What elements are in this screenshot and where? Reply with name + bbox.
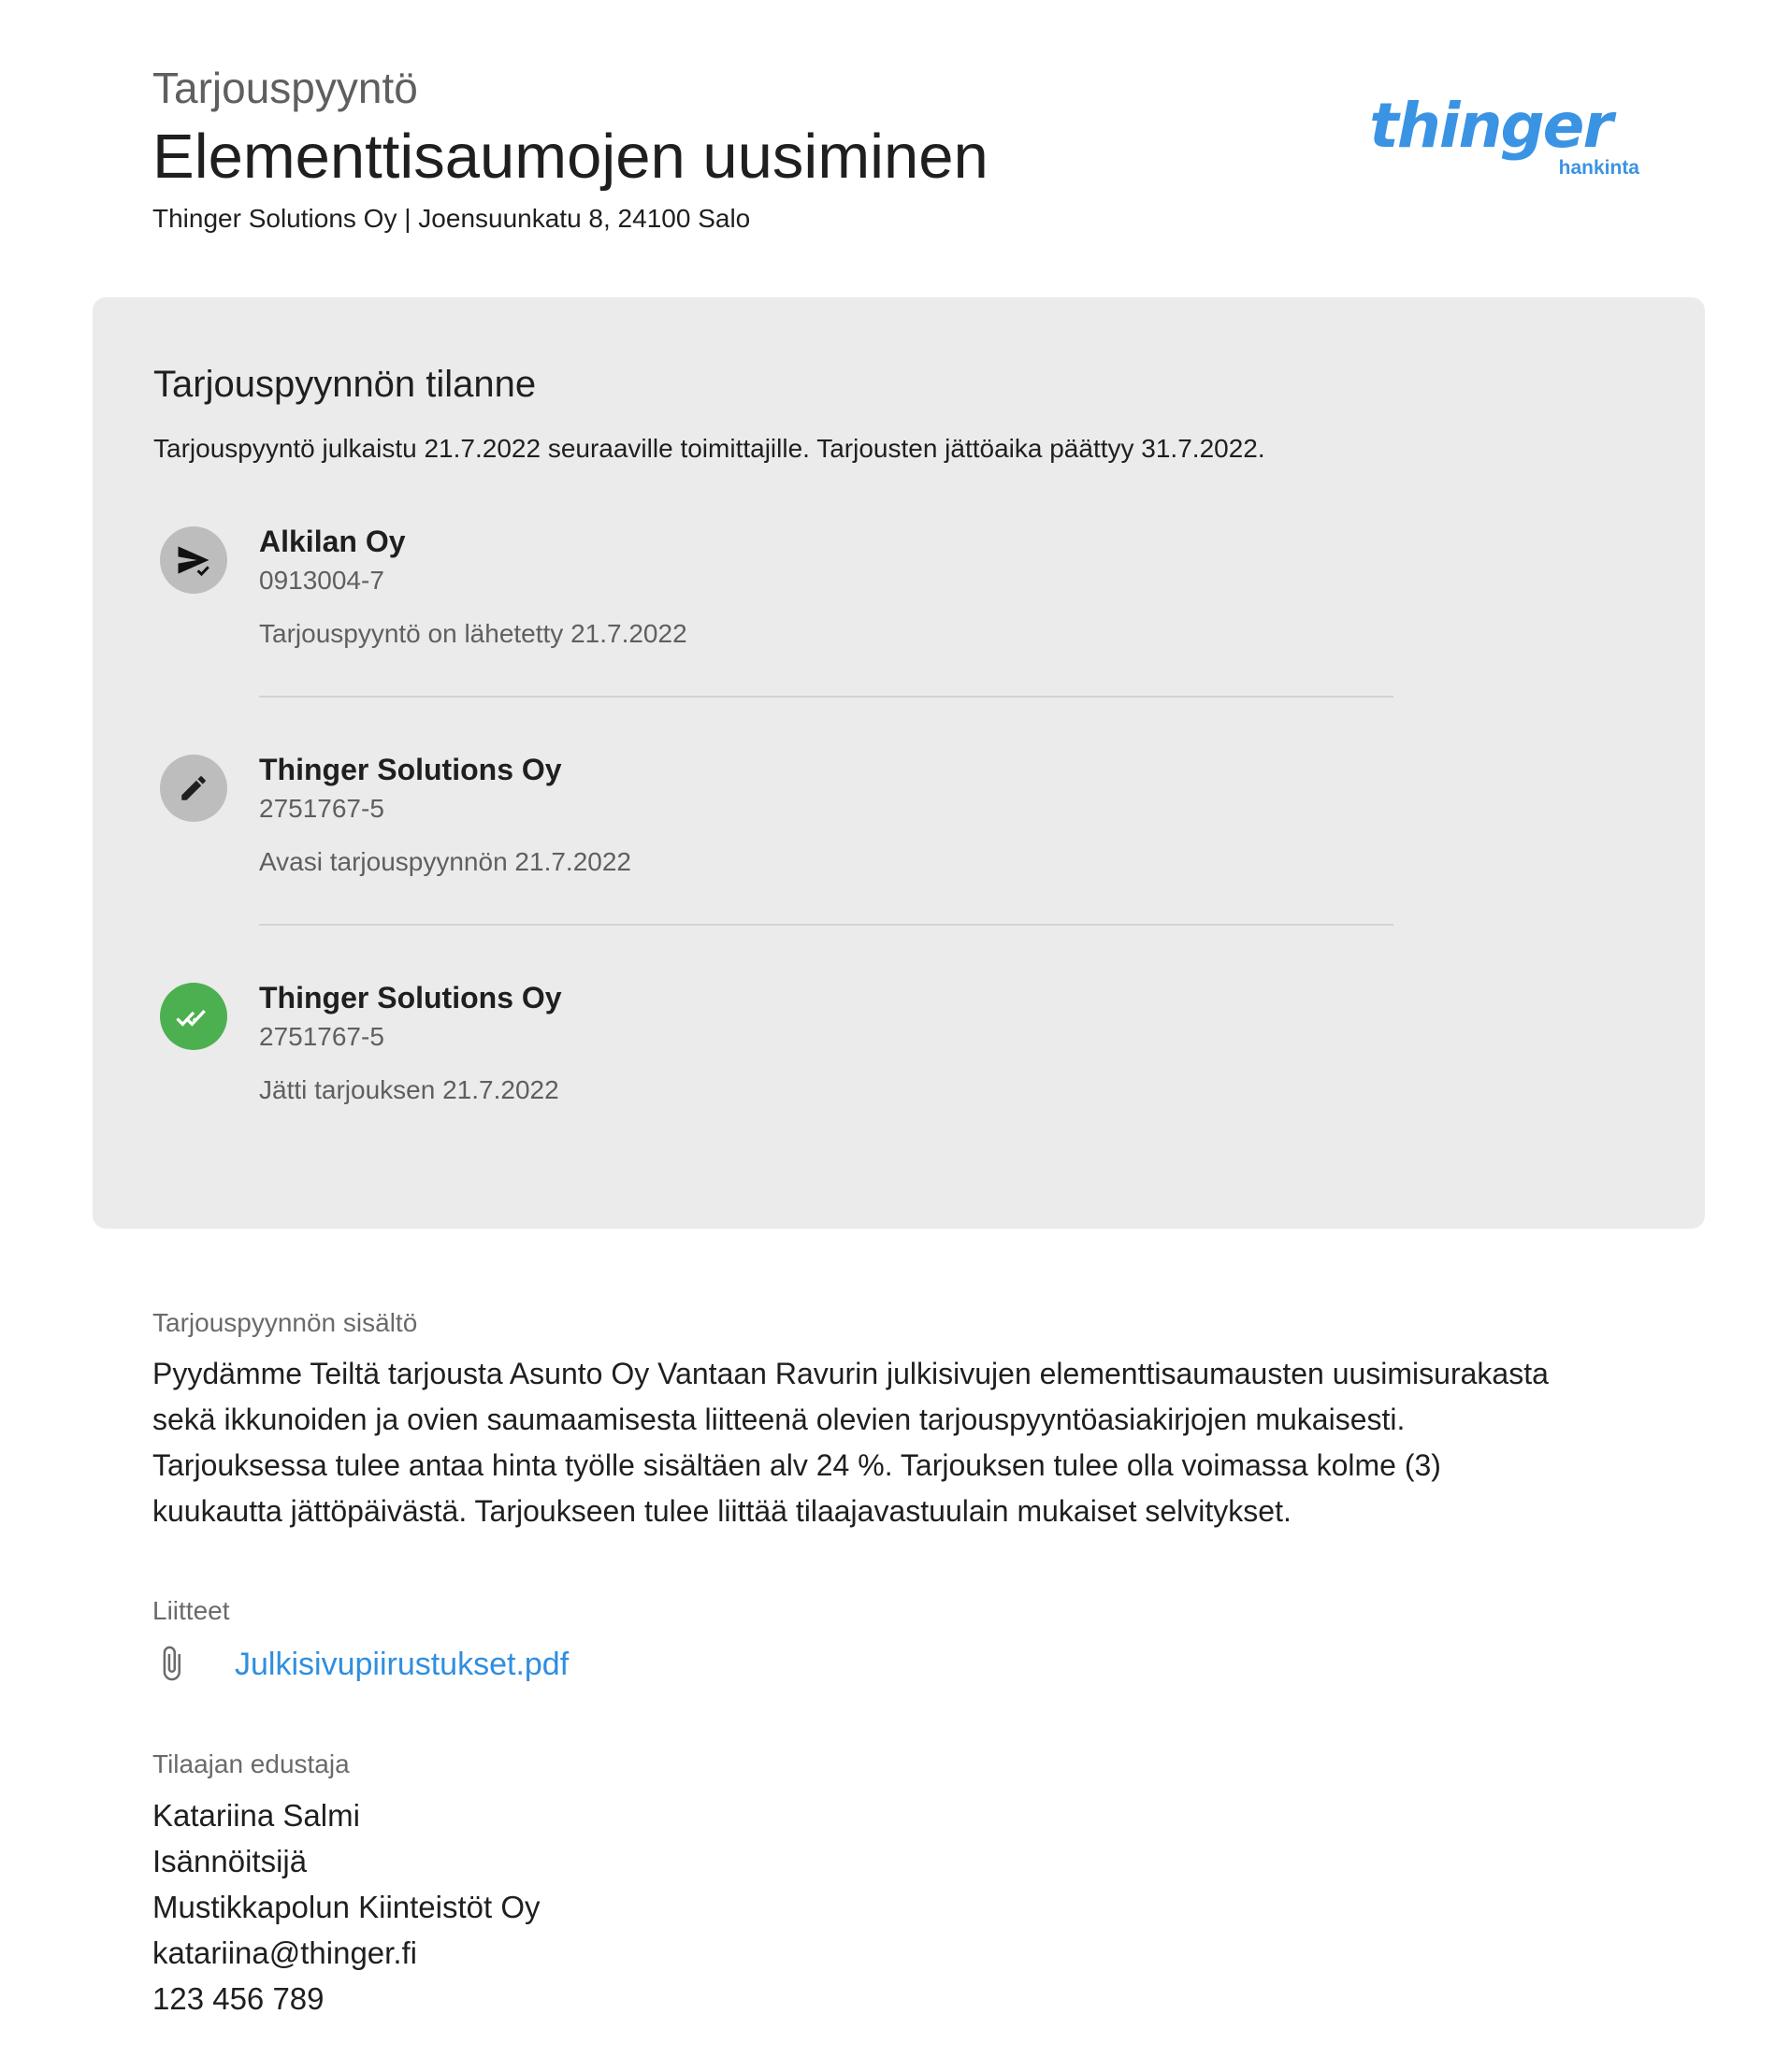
page-title: Elementtisaumojen uusiminen xyxy=(152,122,989,192)
content-line: sekä ikkunoiden ja ovien saumaamisesta liitteenä olevien tarjouspyyntöasiakirjojen mukaisesti. xyxy=(152,1403,1406,1436)
content-line: kuukautta jättöpäivästä. Tarjoukseen tulee liittää tilaajavastuulain mukaiset selvitykset. xyxy=(152,1494,1292,1528)
pencil-icon xyxy=(160,755,227,822)
content-line: Tarjouksessa tulee antaa hinta työlle sisältäen alv 24 %. Tarjouksen tulee olla voimassa kolme (3) xyxy=(152,1448,1441,1482)
supplier-name: Alkilan Oy xyxy=(259,525,406,558)
supplier-entry xyxy=(153,983,1397,1114)
representative-email: katariina@thinger.fi xyxy=(152,1935,417,1970)
divider xyxy=(259,924,1393,926)
business-id: 2751767-5 xyxy=(259,794,384,823)
paperclip-icon xyxy=(152,1643,190,1684)
representative-company: Mustikkapolun Kiinteistöt Oy xyxy=(152,1890,541,1924)
status-note: Jätti tarjouksen 21.7.2022 xyxy=(259,1075,559,1104)
status-card xyxy=(93,297,1705,1229)
status-summary: Tarjouspyyntö julkaistu 21.7.2022 seuraaville toimittajille. Tarjousten jättöaika päättyy 31.7.2022. xyxy=(153,434,1265,463)
attachments-label: Liitteet xyxy=(152,1596,230,1625)
attachment-item xyxy=(152,1641,901,1688)
business-id: 2751767-5 xyxy=(259,1022,384,1051)
double-check-icon xyxy=(160,983,227,1050)
content-text xyxy=(152,1351,1649,1534)
divider xyxy=(259,696,1393,698)
attachment-link[interactable]: Julkisivupiirustukset.pdf xyxy=(235,1647,570,1682)
supplier-name: Thinger Solutions Oy xyxy=(259,981,562,1014)
representative-phone: 123 456 789 xyxy=(152,1981,325,2016)
content-line: Pyydämme Teiltä tarjousta Asunto Oy Vantaan Ravurin julkisivujen elementtisaumausten uusimisurakasta xyxy=(152,1357,1549,1390)
status-title: Tarjouspyynnön tilanne xyxy=(153,364,537,405)
representative-label: Tilaajan edustaja xyxy=(152,1749,350,1778)
document-type: Tarjouspyyntö xyxy=(152,64,418,112)
representative-name: Katariina Salmi xyxy=(152,1798,360,1833)
send-check-icon xyxy=(160,526,227,594)
logo-subtitle: hankinta xyxy=(1558,157,1639,179)
supplier-name: Thinger Solutions Oy xyxy=(259,753,562,786)
representative-role: Isännöitsijä xyxy=(152,1844,308,1878)
business-id: 0913004-7 xyxy=(259,566,384,595)
supplier-entry xyxy=(153,755,1397,885)
thinger-logo xyxy=(1369,90,1639,187)
status-note: Tarjouspyyntö on lähetetty 21.7.2022 xyxy=(259,619,687,648)
supplier-entry xyxy=(153,526,1397,657)
company-address: Thinger Solutions Oy | Joensuunkatu 8, 24100 Salo xyxy=(152,204,751,233)
logo-wordmark: thinger xyxy=(1369,90,1611,162)
status-note: Avasi tarjouspyynnön 21.7.2022 xyxy=(259,847,631,876)
content-label: Tarjouspyynnön sisältö xyxy=(152,1308,418,1337)
